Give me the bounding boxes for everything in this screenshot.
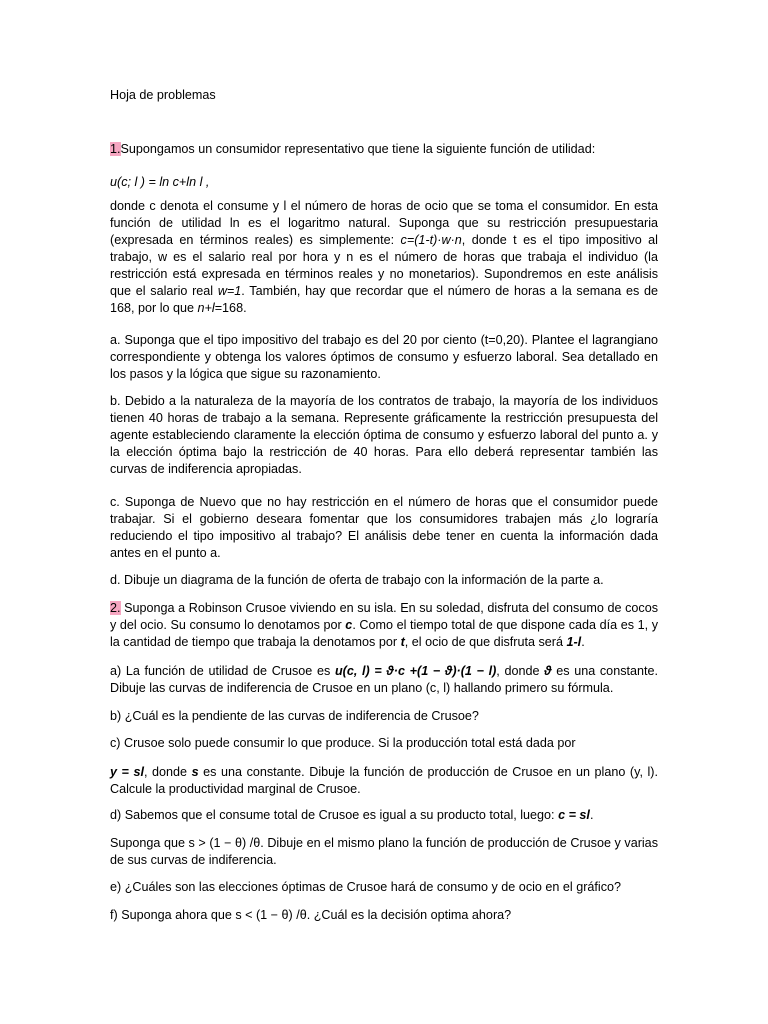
utility-formula: u(c; l ) = ln c+ln l , [110, 175, 210, 189]
consumption-formula: c = sl [558, 808, 590, 822]
p2d-text-2: . [589, 808, 594, 822]
problem-2-number: 2. [110, 601, 121, 615]
p2a-text-2: , donde [496, 664, 545, 678]
problem-2-intro [110, 600, 658, 651]
desc-text-3: . También, hay que recordar que el número de horas a la semana es de 168, por lo que [110, 284, 658, 315]
p2-intro-leisure: 1-l [566, 635, 582, 649]
production-formula: y = sl [110, 765, 144, 779]
problem-1-part-d: d. Dibuje un diagrama de la función de oferta de trabajo con la información de la parte a. [110, 573, 604, 587]
problem-2-part-b: b) ¿Cuál es la pendiente de las curvas de indiferencia de Crusoe? [110, 709, 479, 723]
p2c-text-1: , donde [143, 765, 192, 779]
theta-symbol: ϑ [544, 664, 552, 678]
budget-constraint-formula: c=(1-t)·w·n [400, 233, 462, 247]
p2a-text-1: a) La función de utilidad de Crusoe es [110, 664, 335, 678]
problem-1-part-a: a. Suponga que el tipo impositivo del trabajo es del 20 por ciento (t=0,20). Plantee el lagrangiano correspondiente y obtenga los valores óptimos de consumo y esfuerzo laboral. Sea detallado en los pasos y la lógica que sigue su razonamiento. [110, 333, 658, 381]
desc-text-4: =168. [214, 301, 247, 315]
problem-1-part-c: c. Suponga de Nuevo que no hay restricción en el número de horas que el consumidor puede trabajar. Si el gobierno deseara fomentar que los consumidores trabajen más ¿lo lograría reduciendo el tipo impositivo al trabajo? El análisis debe tener en cuenta la información dada antes en el punto a. [110, 495, 658, 560]
problem-1-description [110, 198, 658, 317]
problem-2-part-f: f) Suponga ahora que s < (1 − θ) /θ. ¿Cuál es la decisión optima ahora? [110, 908, 512, 922]
hours-formula: n+l [197, 301, 215, 315]
p2c-text-2: es una constante. Dibuje la función de producción de Crusoe en un plano (y, l). Calcule la productividad marginal de Crusoe. [110, 765, 658, 796]
desc-text-2: , donde t es el tipo impositivo al trabajo, w es el salario real por hora y n es el número de horas que trabaja el individuo (la restricción está expresada en términos reales y no monetarios). Supondremos en este análisis que el salario real [110, 233, 658, 298]
problem-1-intro-text: Supongamos un consumidor representativo que tiene la siguiente función de utilidad: [120, 142, 596, 156]
p2-intro-text-3: , el ocio de que disfruta será [404, 635, 567, 649]
problem-2-part-c: c) Crusoe solo puede consumir lo que produce. Si la producción total está dada por [110, 736, 576, 750]
document-title: Hoja de problemas [110, 88, 216, 102]
p2d-text-1: d) Sabemos que el consume total de Crusoe es igual a su producto total, luego: [110, 808, 559, 822]
p2c-s: s [191, 765, 199, 779]
p2-intro-t: t [400, 635, 405, 649]
p2-intro-c: c [345, 618, 353, 632]
problem-2-part-d [110, 807, 658, 824]
problem-1-part-b: b. Debido a la naturaleza de la mayoría de los contratos de trabajo, la mayoría de los individuos tienen 40 horas de trabajo a la semana. Represente gráficamente la restricción presupuesta del agente estableciendo claramente la elección óptima de consumo y esfuerzo laboral del punto a. y la elección óptima bajo la restricción de 40 horas. Para ello deberá representar también las curvas de indiferencia apropiadas. [110, 394, 658, 476]
p2a-text-3: es una constante. Dibuje las curvas de indiferencia de Crusoe en un plano (c, l) hallando primero su fórmula. [110, 664, 658, 695]
problem-2-part-c-cont [110, 764, 658, 798]
desc-text-1: donde c denota el consume y l el número de horas de ocio que se toma el consumidor. En esta función de utilidad ln es el logaritmo natural. Suponga que su restricción presupuestaria (expresada en términos reales) es simplemente: [110, 199, 658, 247]
crusoe-utility-formula: u(c, l) = ϑ·c +(1 − ϑ)·(1 − l) [334, 664, 497, 678]
problem-2-part-e: e) ¿Cuáles son las elecciones óptimas de Crusoe hará de consumo y de ocio en el gráfico? [110, 880, 622, 894]
problem-2-part-a [110, 663, 658, 697]
problem-1-intro [110, 141, 658, 158]
p2-intro-text-4: . [581, 635, 585, 649]
problem-1-number: 1. [110, 142, 121, 156]
p2-intro-text-1: Suponga a Robinson Crusoe viviendo en su isla. En su soledad, disfruta del consumo de cocos y del ocio. Su consumo lo denotamos por [110, 601, 658, 632]
wage-formula: w=1 [217, 284, 242, 298]
p2-intro-text-2: . Como el tiempo total de que dispone cada día es 1, y la cantidad de tiempo que trabaja la denotamos por [110, 618, 659, 649]
problem-2-assumption: Suponga que s > (1 − θ) /θ. Dibuje en el mismo plano la función de producción de Crusoe y varias de sus curvas de indiferencia. [110, 836, 658, 867]
